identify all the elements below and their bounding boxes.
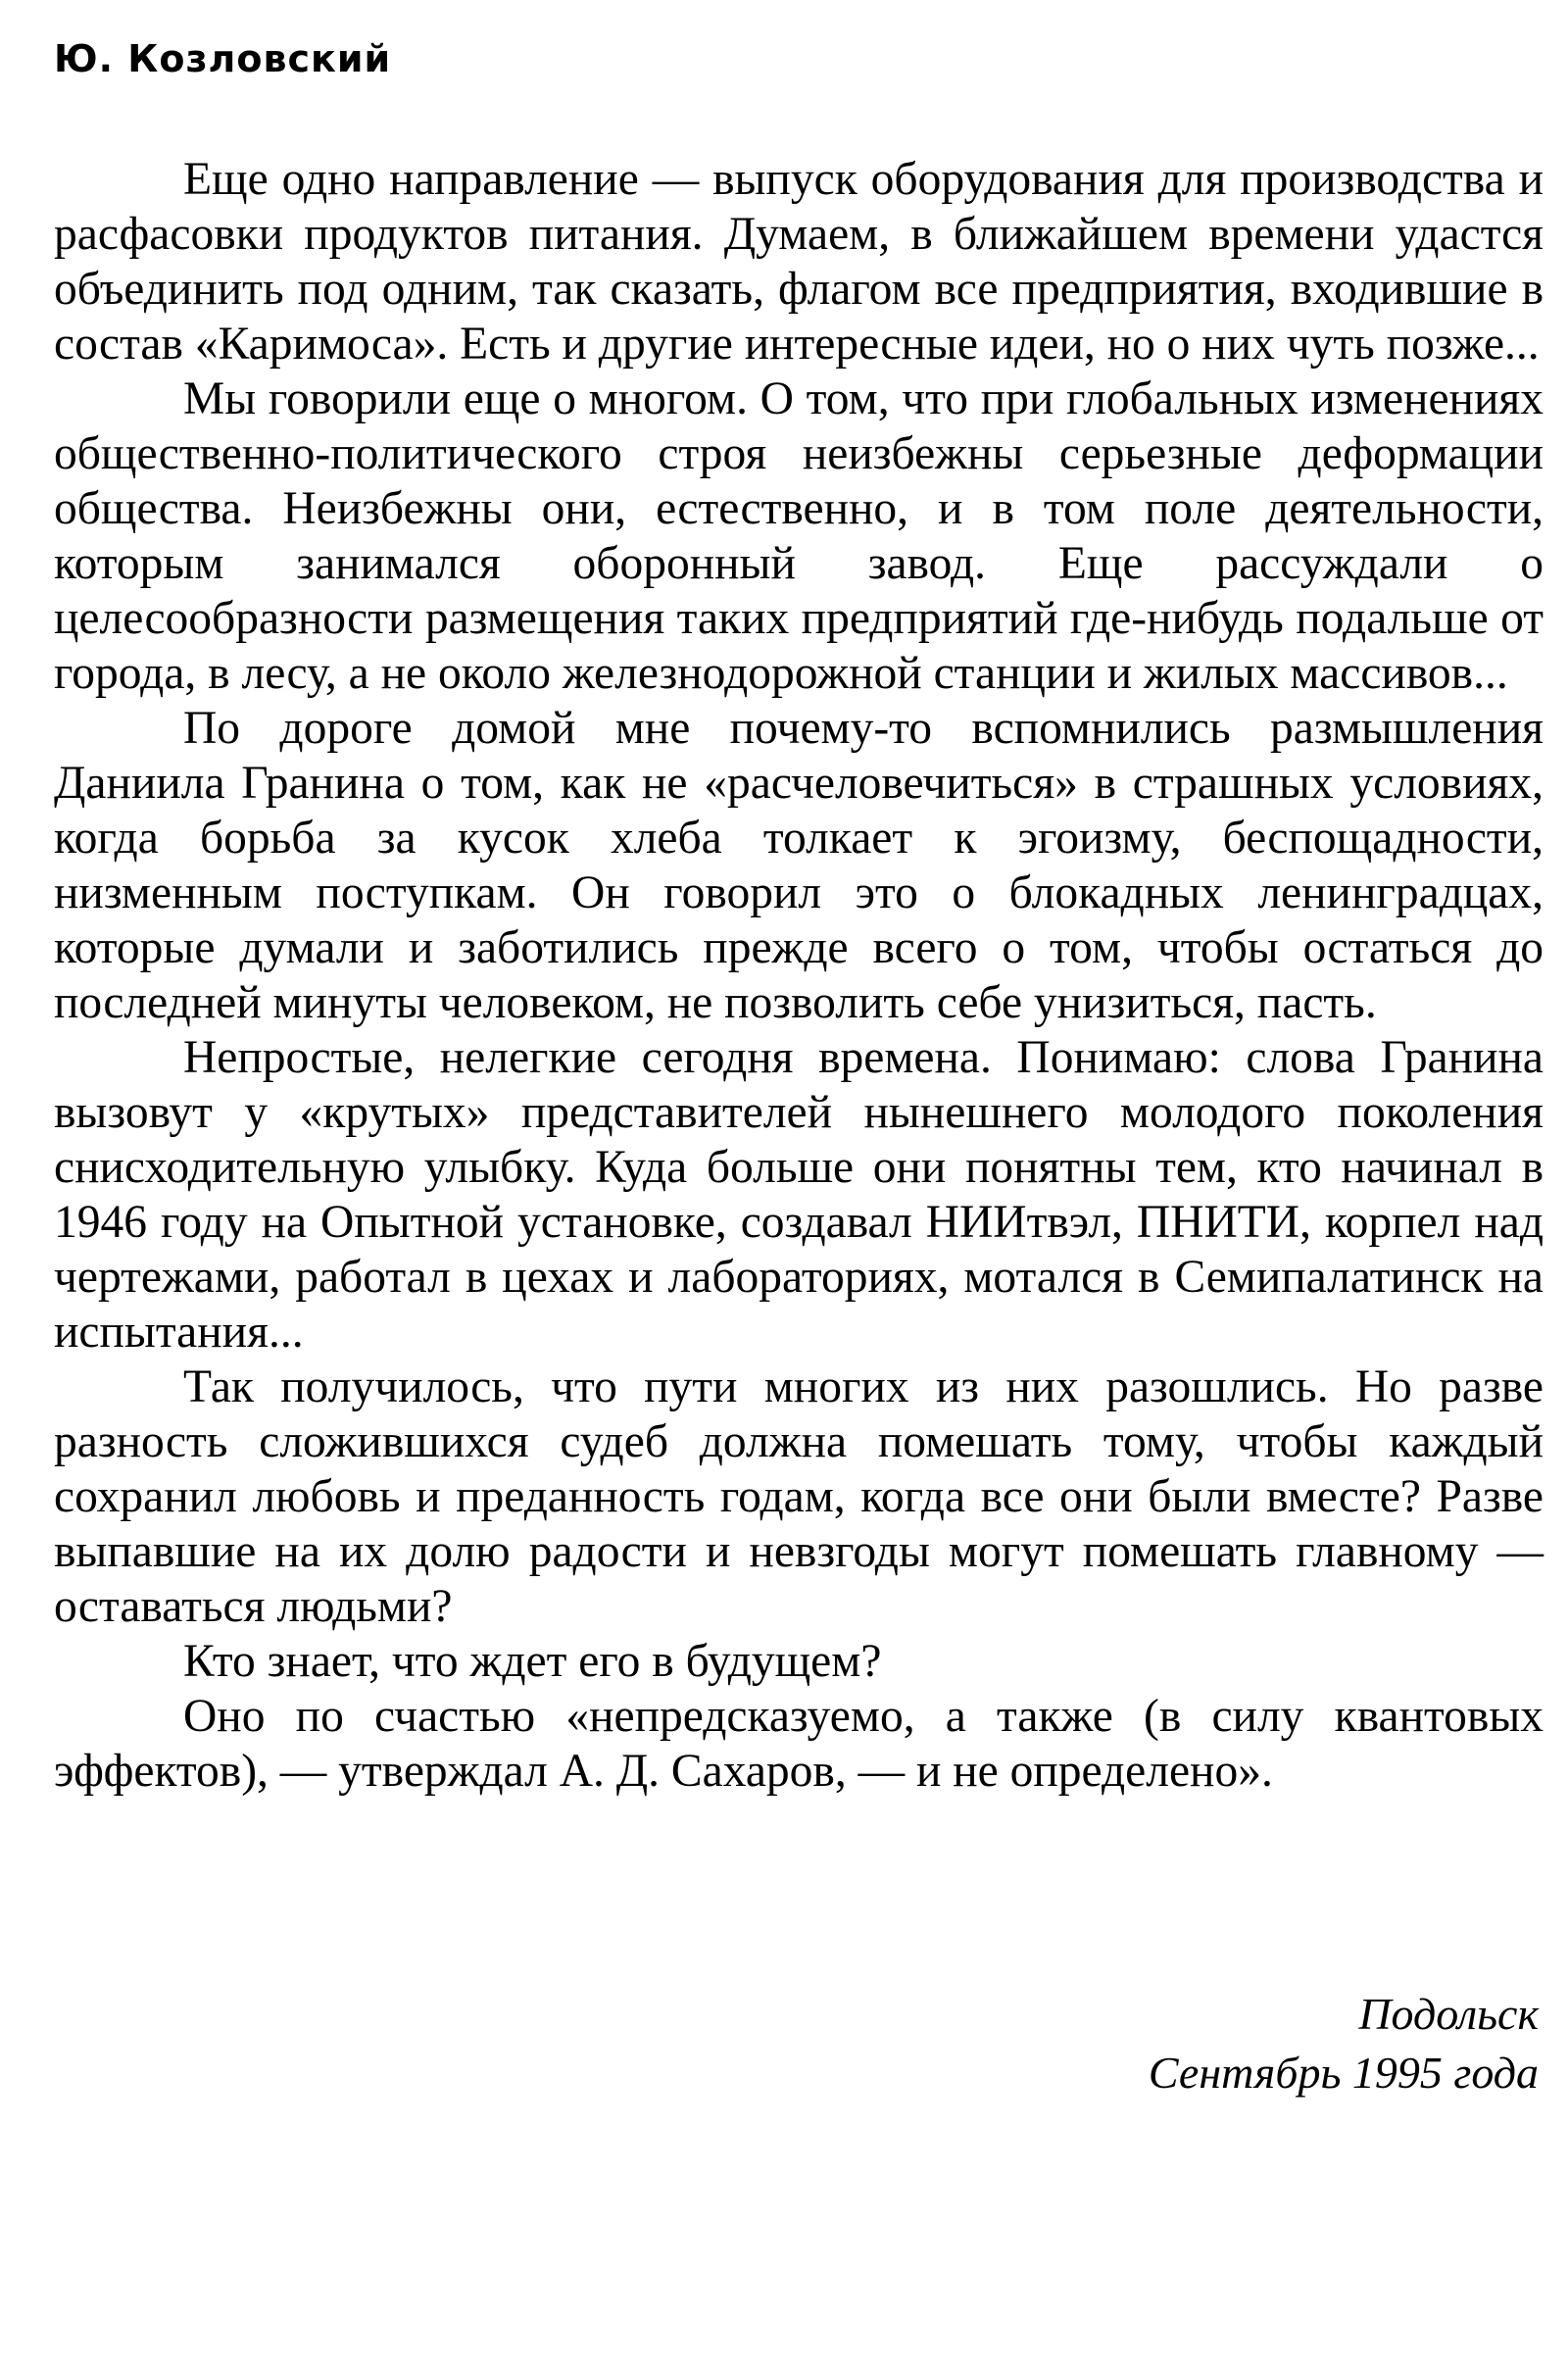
signature-block [1149,1985,1539,2102]
signature-place: Подольск [1358,1989,1539,2039]
paragraph: Еще одно направление — выпуск оборудования для производства и расфасовки продуктов питания. Думаем, в ближайшем времени удастся объединить под одним, так сказать, флагом все предприятия, входившие в состав «Каримоса». Есть и другие интересные идеи, но о них чуть позже... [54,154,1544,370]
running-head-author: Ю. Козловский [54,37,392,80]
body-text [54,152,1544,1799]
paragraph: Оно по счастью «непредсказуемо, а также (в силу квантовых эффектов), — утверждал А. Д. Сахаров, — и не определено». [54,1691,1544,1797]
paragraph: Непростые, нелегкие сегодня времена. Понимаю: слова Гранина вызовут у «крутых» представителей нынешнего молодого поколения снисходительную улыбку. Куда больше они понятны тем, кто начинал в 1946 году на Опытной установке, создавал НИИтвэл, ПНИТИ, корпел над чертежами, работал в цехах и лабораториях, мотался в Семипалатинск на испытания... [54,1032,1544,1358]
signature-date: Сентябрь 1995 года [1148,2048,1539,2098]
paragraph: Кто знает, что ждет его в будущем? [183,1636,882,1687]
paragraph: Мы говорили еще о многом. О том, что при глобальных изменениях общественно-политического строя неизбежны серьезные деформации общества. Неизбежны они, естественно, и в том поле деятельности, которым занимался оборонный завод. Еще рассуждали о целесообразности размещения таких предприятий где-нибудь подальше от города, в лесу, а не около железнодорожной станции и жилых массивов... [54,373,1544,699]
paragraph: Так получилось, что пути многих из них разошлись. Но разве разность сложившихся судеб должна помешать тому, чтобы каждый сохранил любовь и преданность годам, когда все они были вместе? Разве выпавшие на их долю радости и невзгоды могут помешать главному — оставаться людьми? [54,1361,1544,1632]
paragraph: По дороге домой мне почему-то вспомнились размышления Даниила Гранина о том, как не «расчеловечиться» в страшных условиях, когда борьба за кусок хлеба толкает к эгоизму, беспощадности, низменным поступкам. Он говорил это о блокадных ленинградцах, которые думали и заботились прежде всего о том, чтобы остаться до последней минуты человеком, не позволить себе унизиться, пасть. [54,703,1544,1028]
